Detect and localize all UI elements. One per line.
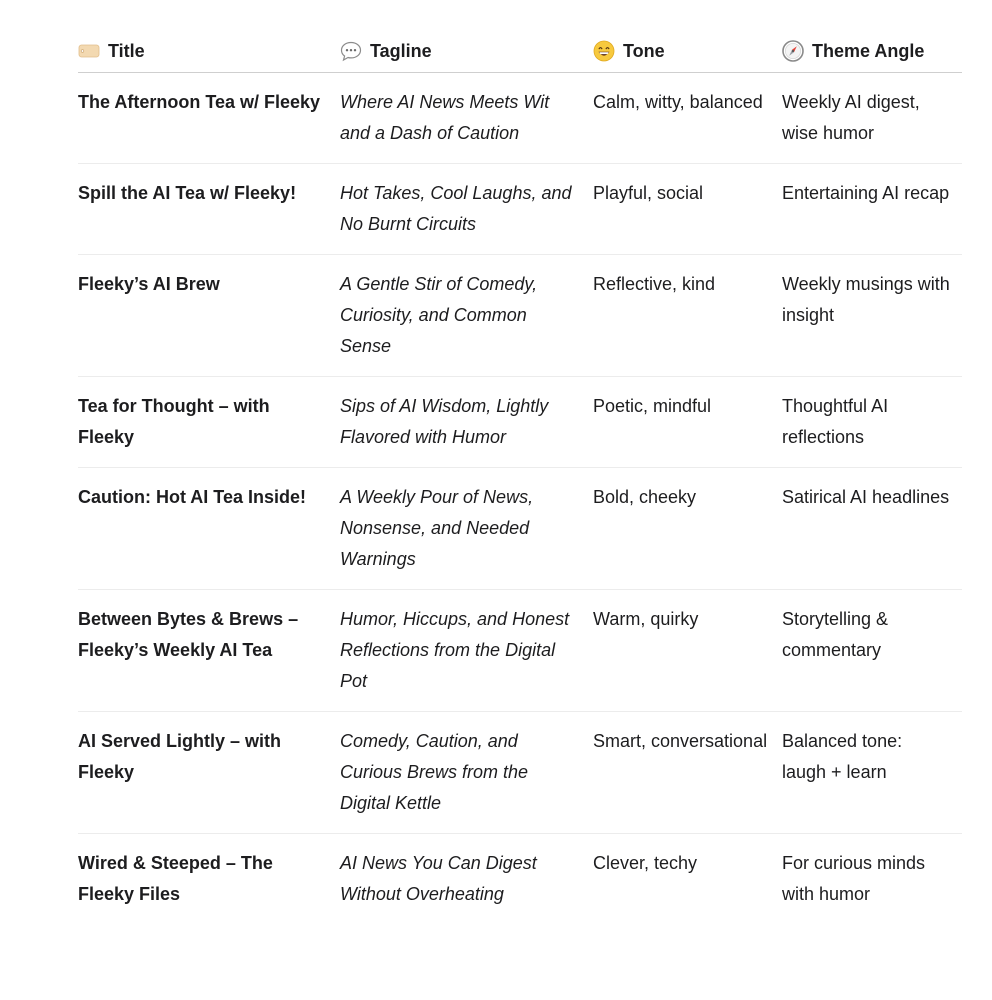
- speech-bubble-icon: [340, 40, 362, 62]
- cell-tone: Bold, cheeky: [593, 468, 782, 590]
- grinning-face-icon: [593, 40, 615, 62]
- cell-tone: Warm, quirky: [593, 590, 782, 712]
- cell-theme-angle: Entertaining AI recap: [782, 164, 962, 255]
- table-row: [78, 834, 962, 925]
- titles-table: [78, 30, 962, 924]
- cell-theme-angle: Weekly AI digest, wise humor: [782, 73, 962, 164]
- cell-title: Caution: Hot AI Tea Inside!: [78, 468, 340, 590]
- header-title-label: Title: [108, 41, 145, 61]
- header-theme-angle-label: Theme Angle: [812, 41, 925, 61]
- table-row: [78, 255, 962, 377]
- header-theme-angle[interactable]: [782, 30, 962, 73]
- header-tone[interactable]: [593, 30, 782, 73]
- table-row: [78, 377, 962, 468]
- table-row: [78, 590, 962, 712]
- cell-tone: Poetic, mindful: [593, 377, 782, 468]
- cell-theme-angle: For curious minds with humor: [782, 853, 926, 904]
- cell-tagline: Sips of AI Wisdom, Lightly Flavored with Humor: [340, 377, 593, 468]
- header-tagline-label: Tagline: [370, 41, 432, 61]
- titles-table-container: [78, 30, 962, 924]
- table-row: [78, 468, 962, 590]
- table-row: [78, 712, 962, 834]
- header-tagline[interactable]: [340, 30, 593, 73]
- cell-theme-angle: Storytelling & commentary: [782, 590, 962, 712]
- table-header-row: [78, 30, 962, 73]
- cell-tone: Playful, social: [593, 164, 782, 255]
- cell-theme-angle: Satirical AI headlines: [782, 468, 962, 590]
- cell-title: The Afternoon Tea w/ Fleeky: [78, 73, 340, 164]
- cell-title: Spill the AI Tea w/ Fleeky!: [78, 164, 340, 255]
- table-row: [78, 73, 962, 164]
- cell-theme-angle: Thoughtful AI reflections: [782, 377, 962, 468]
- cell-theme-angle: Balanced tone: laugh + learn: [782, 712, 962, 834]
- cell-tone: Clever, techy: [593, 853, 698, 873]
- cell-tagline: A Gentle Stir of Comedy, Curiosity, and Common Sense: [340, 255, 593, 377]
- cell-title: AI Served Lightly – with Fleeky: [78, 712, 340, 834]
- cell-tagline: Where AI News Meets Wit and a Dash of Caution: [340, 73, 593, 164]
- cell-title: Fleeky’s AI Brew: [78, 255, 340, 377]
- cell-tagline: Comedy, Caution, and Curious Brews from the Digital Kettle: [340, 712, 593, 834]
- cell-title: Tea for Thought – with Fleeky: [78, 377, 340, 468]
- label-tag-icon: [78, 40, 100, 62]
- cell-theme-angle: Weekly musings with insight: [782, 255, 962, 377]
- compass-icon: [782, 40, 804, 62]
- cell-tone: Reflective, kind: [593, 255, 782, 377]
- cell-tone: Calm, witty, balanced: [593, 73, 782, 164]
- cell-tone: Smart, conversational: [593, 712, 782, 834]
- cell-title: Between Bytes & Brews – Fleeky’s Weekly AI Tea: [78, 590, 340, 712]
- cell-title: Wired & Steeped – The Fleeky Files: [78, 853, 273, 904]
- cell-tagline: AI News You Can Digest Without Overheating: [340, 853, 537, 904]
- cell-tagline: A Weekly Pour of News, Nonsense, and Needed Warnings: [340, 468, 593, 590]
- cell-tagline: Hot Takes, Cool Laughs, and No Burnt Circuits: [340, 164, 593, 255]
- header-title[interactable]: [78, 30, 340, 73]
- cell-tagline: Humor, Hiccups, and Honest Reflections from the Digital Pot: [340, 590, 593, 712]
- header-tone-label: Tone: [623, 41, 665, 61]
- table-row: [78, 164, 962, 255]
